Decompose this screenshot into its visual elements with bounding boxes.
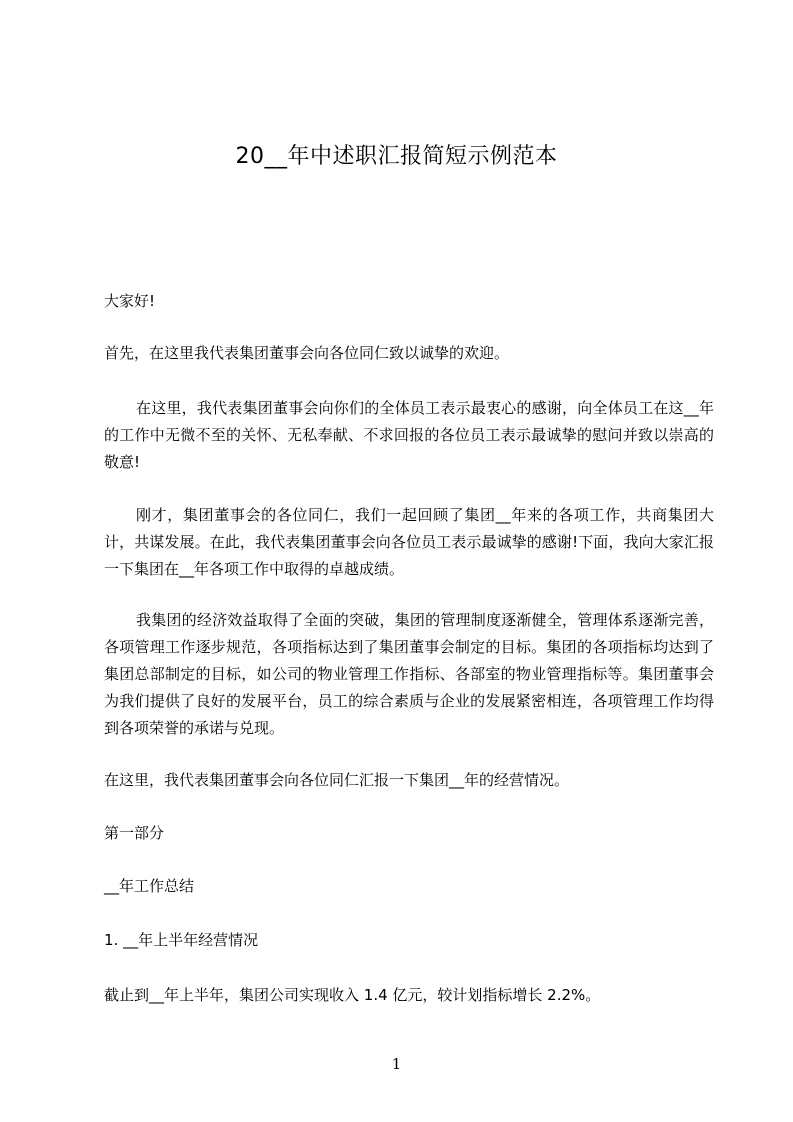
section-heading-work-summary: __年工作总结: [104, 877, 195, 895]
report-intro-paragraph: 在这里，我代表集团董事会向各位同仁汇报一下集团__年的经营情况。: [104, 771, 570, 789]
subsection-heading-first-half: 1. __年上半年经营情况: [104, 931, 259, 949]
greeting-paragraph: 大家好!: [104, 292, 156, 310]
page-number: 1: [391, 1055, 402, 1073]
welcome-paragraph: 首先，在这里我代表集团董事会向各位同仁致以诚挚的欢迎。: [104, 344, 510, 362]
achievements-paragraph: 我集团的经济效益取得了全面的突破，集团的管理制度逐渐健全，管理体系逐渐完善，各项管理工作逐步规范，各项指标达到了集团董事会制定的目标。集团的各项指标均达到了集团总部制定的目标，如公司的物业管理工作指标、各部室的物业管理指标等。集团董事会为我们提供了良好的发展平台，员工的综合素质与企业的发展紧密相连，各项管理工作均得到各项荣誉的承诺与兑现。: [104, 611, 714, 737]
thanks-paragraph: 在这里，我代表集团董事会向你们的全体员工表示最衷心的感谢，向全体员工在这__年的工作中无微不至的关怀、无私奉献、不求回报的各位员工表示最诚挚的慰问并致以崇高的敬意!: [104, 399, 714, 471]
section-heading-part-one: 第一部分: [104, 824, 165, 842]
review-paragraph: 刚才，集团董事会的各位同仁，我们一起回顾了集团__年来的各项工作，共商集团大计，共谋发展。在此，我代表集团董事会向各位员工表示最诚挚的感谢!下面，我向大家汇报一下集团在__年各项工作中取得的卓越成绩。: [104, 506, 714, 578]
revenue-paragraph: 截止到__年上半年，集团公司实现收入 1.4 亿元，较计划指标增长 2.2%。: [104, 986, 601, 1004]
document-title: 20__年中述职汇报简短示例范本: [235, 144, 558, 169]
